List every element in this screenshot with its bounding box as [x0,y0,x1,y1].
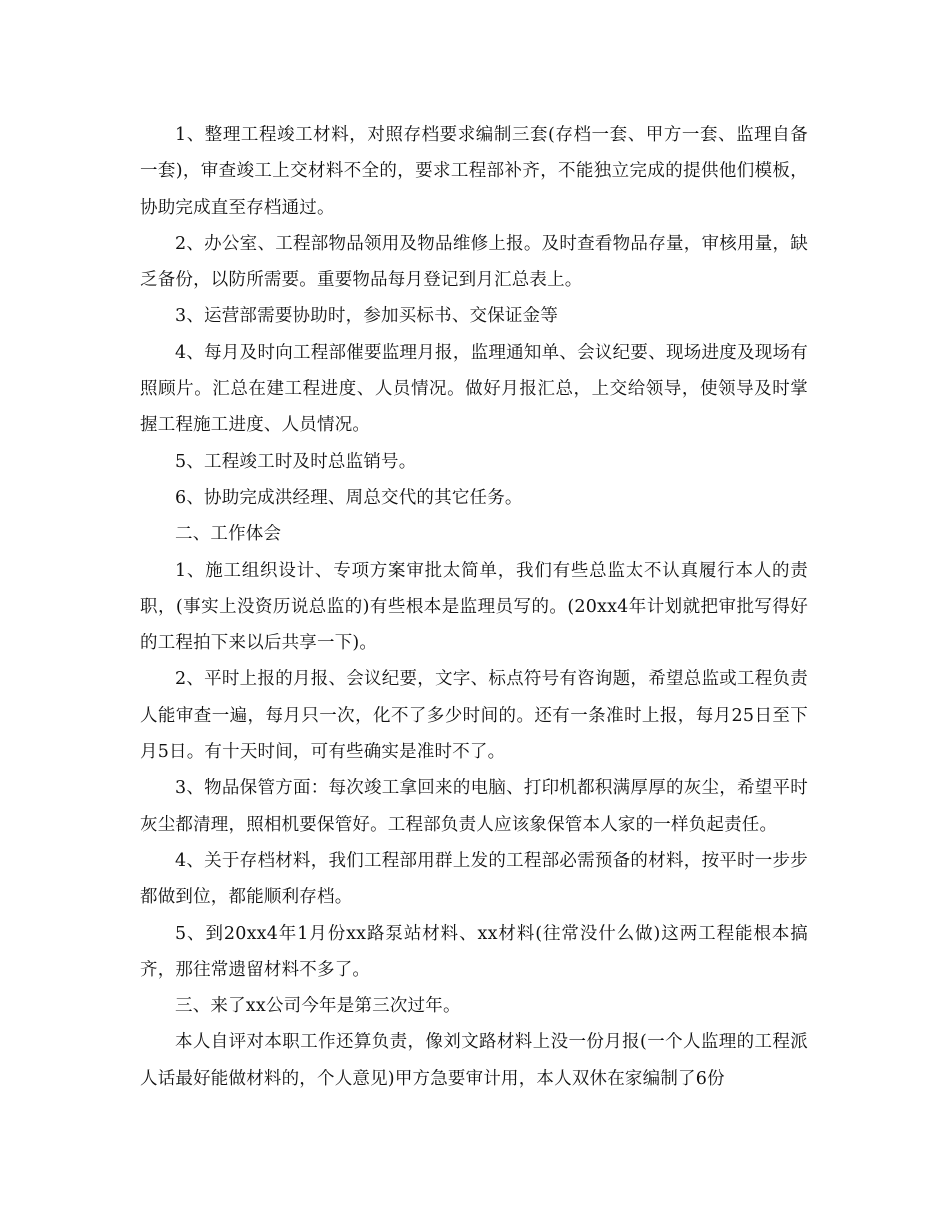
paragraph: 4、每月及时向工程部催要监理月报，监理通知单、会议纪要、现场进度及现场有照顾片。汇总在建工程进度、人员情况。做好月报汇总，上交给领导，使领导及时掌握工程施工进度、人员情况。 [140,342,808,436]
section-heading: 二、工作体会 [175,524,282,545]
paragraph: 本人自评对本职工作还算负责，像刘文路材料上没一份月报(一个人监理的工程派人话最好能做材料的，个人意见)甲方急要审计用，本人双休在家编制了6份 [140,1032,808,1089]
paragraph: 2、平时上报的月报、会议纪要，文字、标点符号有咨询题，希望总监或工程负责人能审查一遍，每月只一次，化不了多少时间的。还有一条准时上报，每月25日至下月5日。有十天时间，可有些确实是准时不了。 [140,669,808,763]
paragraph: 1、整理工程竣工材料，对照存档要求编制三套(存档一套、甲方一套、监理自备一套)，审查竣工上交材料不全的，要求工程部补齐，不能独立完成的提供他们模板，协助完成直至存档通过。 [140,125,808,218]
paragraph: 3、运营部需要协助时，参加买标书、交保证金等 [175,306,559,327]
paragraph: 2、办公室、工程部物品领用及物品维修上报。及时查看物品存量，审核用量，缺乏备份，以防所需要。重要物品每月登记到月汇总表上。 [140,233,808,291]
paragraph: 1、施工组织设计、专项方案审批太简单，我们有些总监太不认真履行本人的责职，(事实上没资历说总监的)有些根本是监理员写的。(20xx4年计划就把审批写得好的工程拍下来以后共享一下)。 [140,560,808,654]
document-body [140,117,808,1097]
paragraph: 5、到20xx4年1月份xx路泵站材料、xx材料(往常没什么做)这两工程能根本搞齐，那往常遗留材料不多了。 [140,923,808,980]
paragraph: 4、关于存档材料，我们工程部用群上发的工程部必需预备的材料，按平时一步步都做到位，都能顺利存档。 [140,850,808,908]
section-heading: 三、来了xx公司今年是第三次过年。 [175,996,461,1017]
paragraph: 5、工程竣工时及时总监销号。 [175,451,417,472]
paragraph: 3、物品保管方面：每次竣工拿回来的电脑、打印机都积满厚厚的灰尘，希望平时灰尘都清理，照相机要保管好。工程部负责人应该象保管本人家的一样负起责任。 [140,778,808,835]
paragraph: 6、协助完成洪经理、周总交代的其它任务。 [175,487,523,508]
